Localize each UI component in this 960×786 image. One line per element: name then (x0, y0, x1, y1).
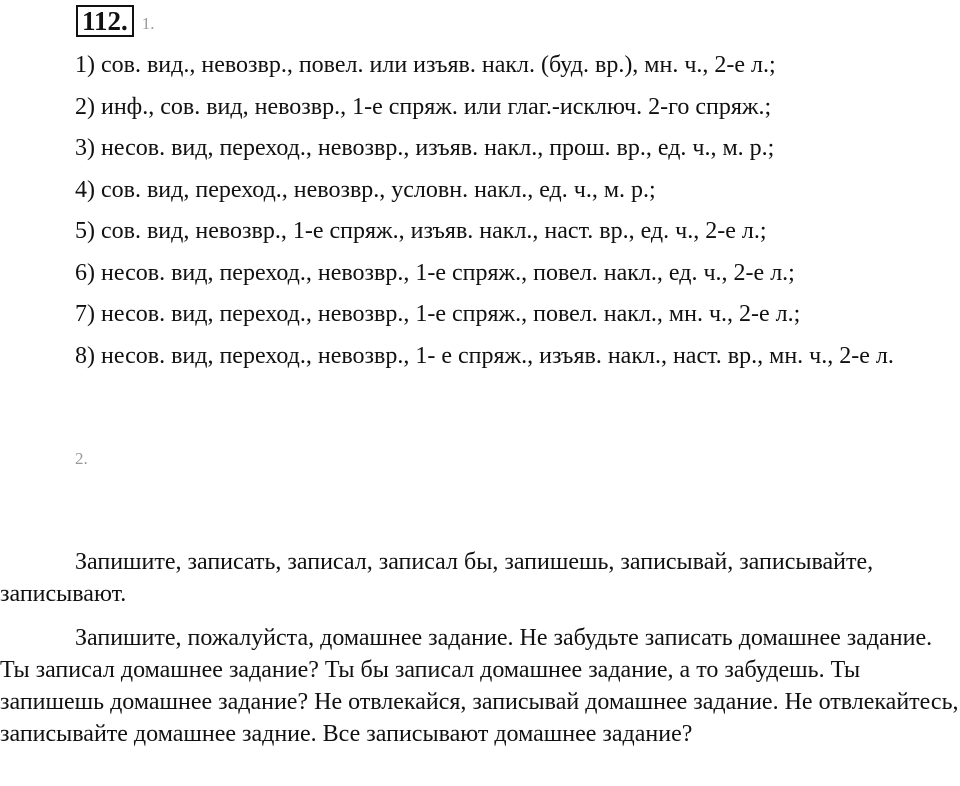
list-item: 2) инф., сов. вид, невозвр., 1-е спряж. или глаг.-исключ. 2-го спряж.; (75, 93, 772, 120)
list-item: 4) сов. вид, переход., невозвр., условн. накл., ед. ч., м. р.; (75, 176, 656, 203)
list-item: 1) сов. вид., невозвр., повел. или изъяв. накл. (буд. вр.), мн. ч., 2-е л.; (75, 52, 776, 78)
part-2-label: 2. (75, 449, 88, 468)
paragraph-word-forms: Запишите, записать, записал, записал бы, запишешь, записывай, записывайте, записывают. (0, 549, 874, 607)
answer-list (0, 50, 960, 371)
list-item: 6) несов. вид, переход., невозвр., 1-е спряж., повел. накл., ед. ч., 2-е л.; (75, 259, 795, 286)
task-number-box: 112. (76, 5, 134, 37)
list-item: 8) несов. вид, переход., невозвр., 1- е спряж., изъяв. накл., наст. вр., мн. ч., 2-е л. (75, 342, 894, 369)
part-1-label: 1. (141, 14, 155, 33)
list-item: 3) несов. вид, переход., невозвр., изъяв. накл., прош. вр., ед. ч., м. р.; (75, 135, 775, 161)
list-item: 7) несов. вид, переход., невозвр., 1-е спряж., повел. накл., мн. ч., 2-е л.; (75, 301, 801, 327)
paragraph-sentences: Запишите, пожалуйста, домашнее задание. Не забудьте записать домашнее задание. Ты записал домашнее задание? Ты бы записал домашнее задание, а то забудешь. Ты запишешь домашнее задание? Не отвлекайся, записывай домашнее задание. Не отвлекайтесь, записывайте домашнее задние. Все записывают домашнее задание? (0, 625, 959, 747)
list-item: 5) сов. вид, невозвр., 1-е спряж., изъяв. накл., наст. вр., ед. ч., 2-е л.; (75, 218, 767, 244)
task-header (76, 5, 155, 37)
